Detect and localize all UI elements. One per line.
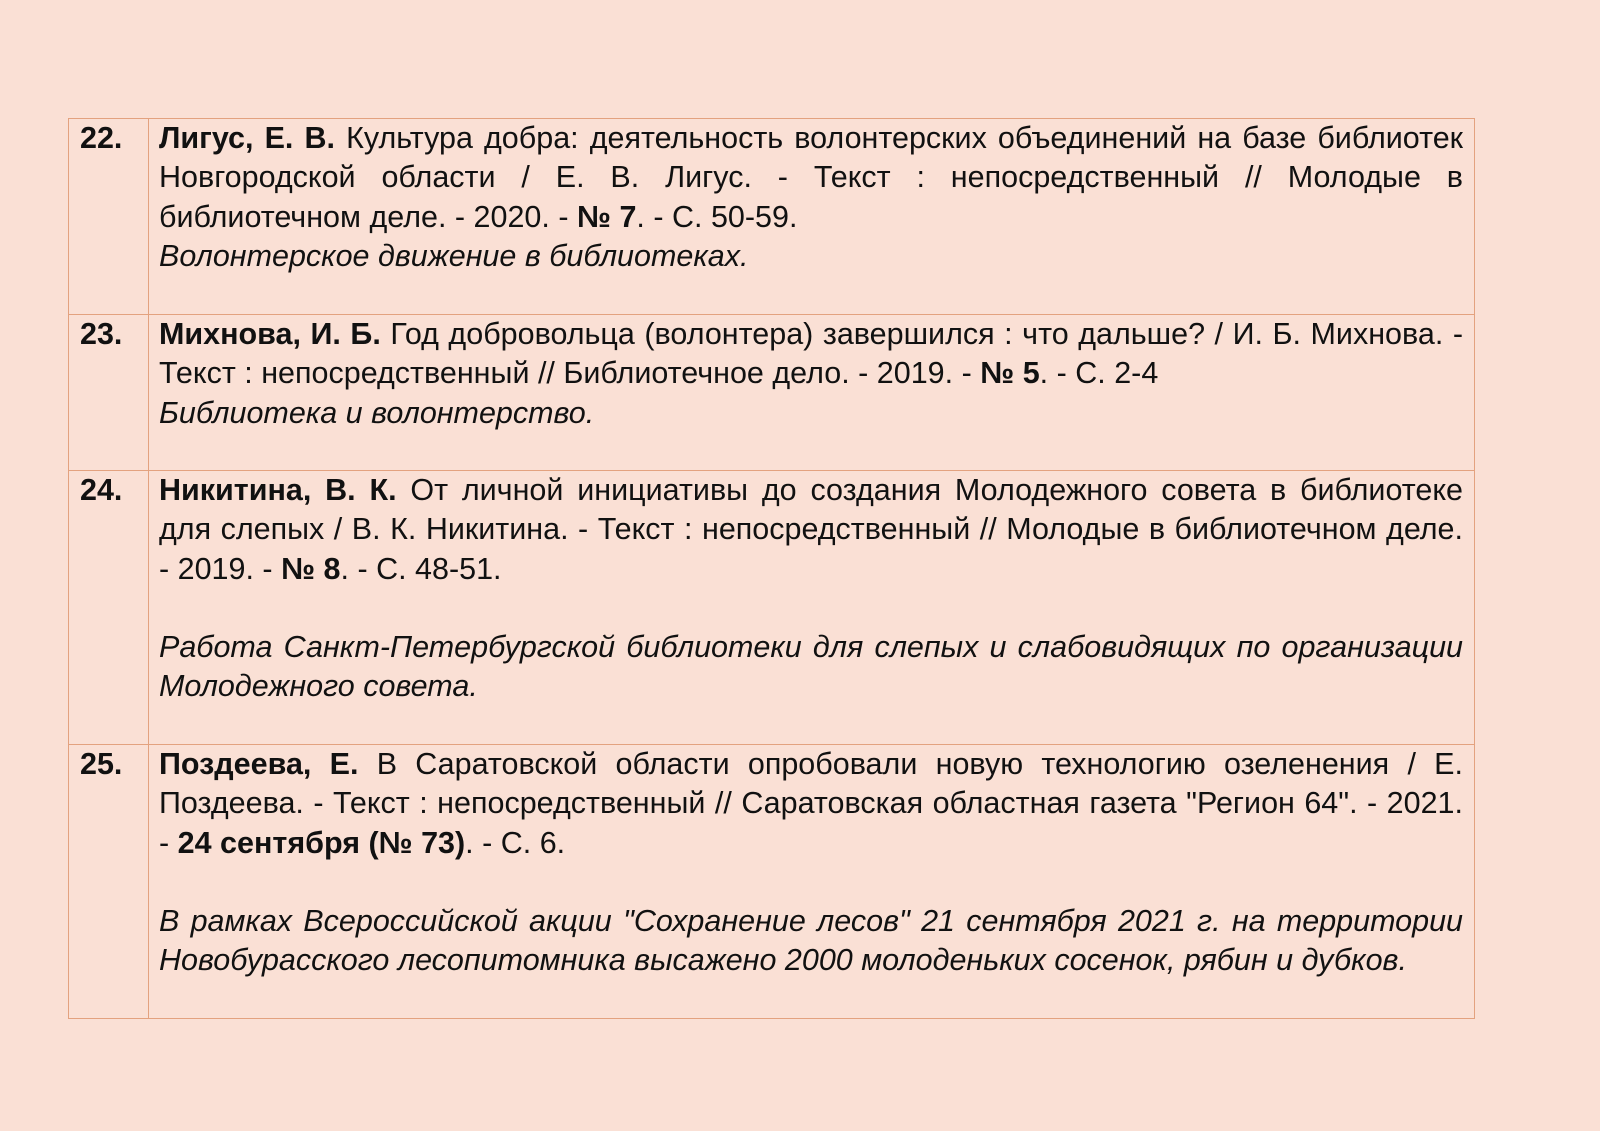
entry-issue: № 7 [576, 199, 637, 234]
entry-issue: № 8 [281, 551, 341, 586]
entry-citation [159, 315, 1463, 394]
entry-citation [159, 119, 1463, 237]
entry-issue: № 5 [980, 356, 1040, 391]
entry-citation [159, 745, 1463, 863]
entry-annotation: Волонтерское движение в библиотеках. [159, 238, 749, 273]
entry-pages: . - С. 6. [465, 825, 566, 860]
entry-number: 23. [69, 315, 149, 471]
entry-pages: . - С. 2-4 [1039, 356, 1159, 391]
entry-body [149, 119, 1475, 315]
entry-pages: . - С. 50-59. [636, 199, 798, 234]
entry-annotation: Работа Санкт-Петербургской библиотеки для слепых и слабовидящих по организации Молодежного совета. [159, 630, 1463, 704]
entry-body [149, 315, 1475, 471]
bibliography-entry [69, 745, 1475, 1019]
entry-body [149, 471, 1475, 745]
entry-author: Никитина, В. К. [159, 473, 397, 507]
entry-number: 24. [69, 471, 149, 745]
entry-pages: . - С. 48-51. [340, 551, 502, 586]
entry-citation [159, 471, 1463, 589]
entry-body [149, 745, 1475, 1019]
entry-number: 25. [69, 745, 149, 1019]
entry-author: Лигус, Е. В. [159, 121, 336, 155]
entry-text: В Саратовской области опробовали новую технологию озеленения / Е. Поздеева. - Текст : непосредственный // Саратовская областная газета "Регион 64". - 2021. - [159, 747, 1463, 860]
entry-text: Год добровольца (волонтера) завершился : что дальше? / И. Б. Михнова. - Текст : непосредственный // Библиотечное дело. - 2019. - [159, 317, 1463, 391]
bibliography-entry [69, 315, 1475, 471]
entry-author: Михнова, И. Б. [159, 317, 381, 351]
bibliography-entry [69, 119, 1475, 315]
entry-text: От личной инициативы до создания Молодежного совета в библиотеке для слепых / В. К. Никитина. - Текст : непосредственный // Молодые в библиотечном деле. - 2019. - [159, 473, 1463, 586]
entry-author: Поздеева, Е. [159, 747, 359, 781]
bibliography-entry [69, 471, 1475, 745]
entry-annotation: В рамках Всероссийской акции "Сохранение лесов" 21 сентября 2021 г. на территории Новобурасского лесопитомника высажено 2000 молоденьких сосенок, рябин и дубков. [159, 904, 1463, 978]
entry-annotation: Библиотека и волонтерство. [159, 395, 595, 430]
entry-issue: 24 сентября (№ 73) [177, 825, 466, 860]
entry-number: 22. [69, 119, 149, 315]
entry-text: Культура добра: деятельность волонтерских объединений на базе библиотек Новгородской области / Е. В. Лигус. - Текст : непосредственный // Молодые в библиотечном деле. - 2020. - [159, 121, 1463, 234]
bibliography-table [68, 118, 1475, 1019]
